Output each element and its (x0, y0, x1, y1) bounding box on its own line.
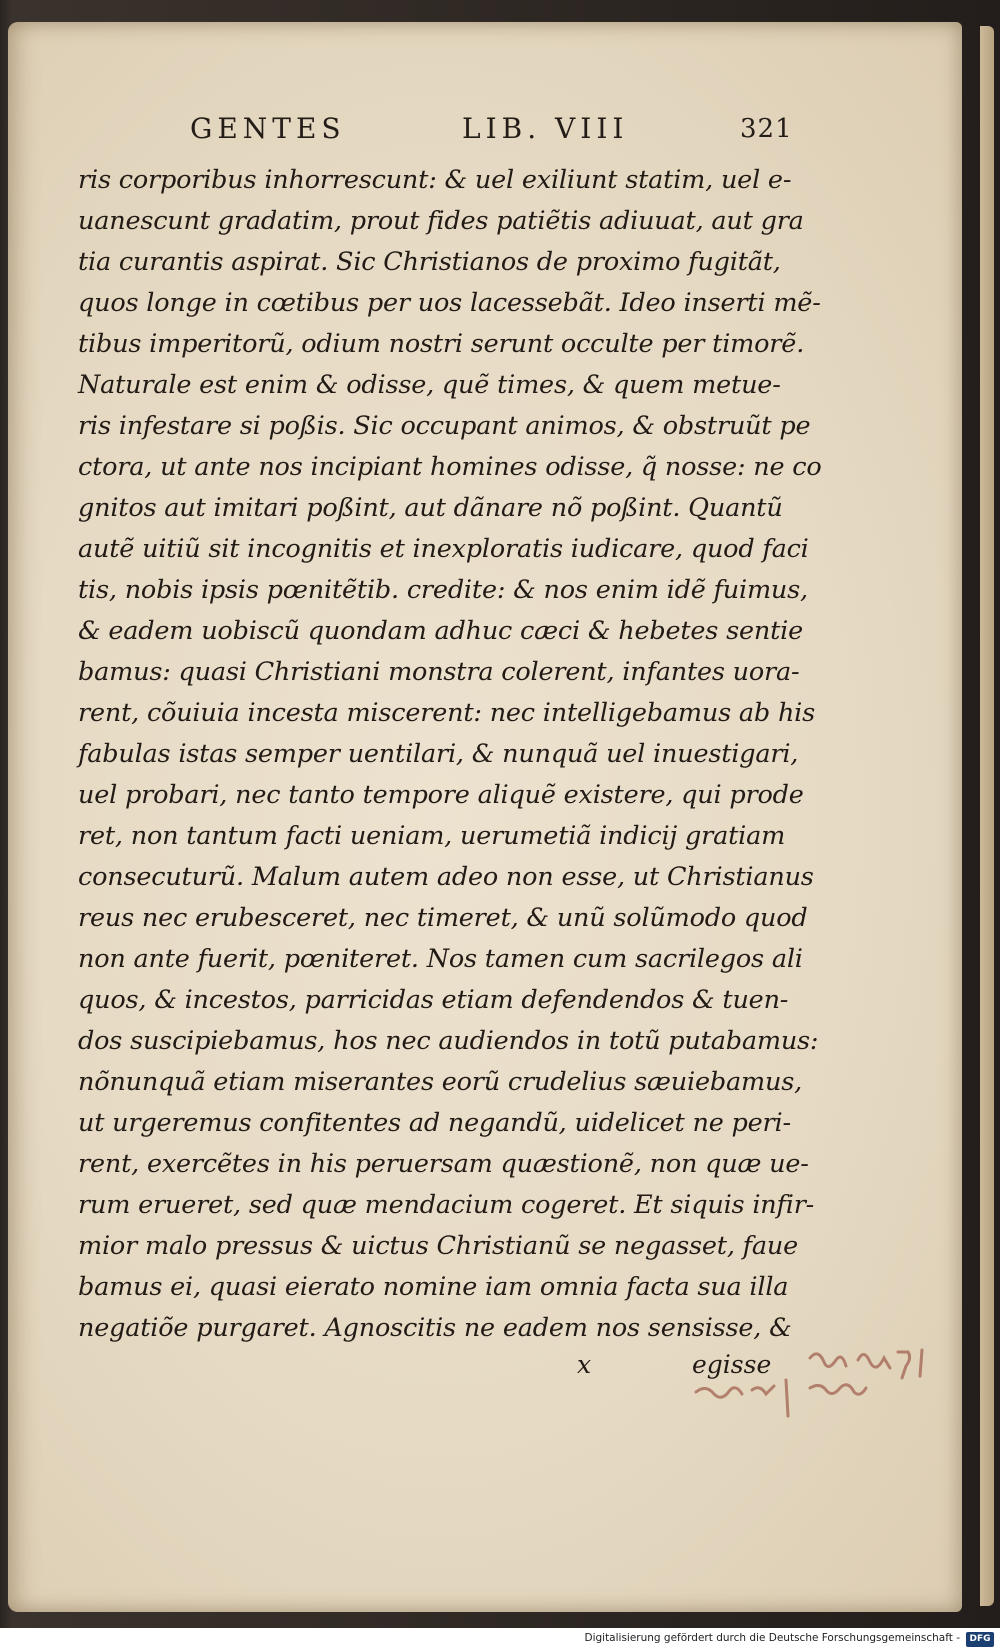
running-head (190, 112, 793, 156)
manuscript-annotation (690, 1340, 950, 1430)
text-line: tis, nobis ipsis pœnitẽtib. credite: & nos enim idẽ fuimus, (78, 575, 808, 605)
body-text (78, 160, 822, 1349)
signature-mark: x (577, 1350, 592, 1379)
text-line: non ante fuerit, pœniteret. Nos tamen cum sacrilegos ali (78, 944, 803, 974)
text-line: nõnunquã etiam miserantes eorũ crudelius sæuiebamus, (78, 1067, 802, 1097)
text-line: ctora, ut ante nos incipiant homines odisse, q̃ nosse: ne co (78, 452, 822, 482)
text-line: & eadem uobiscũ quondam adhuc cæci & hebetes sentie (78, 616, 803, 646)
running-head-book: LIB. VIII (462, 112, 629, 145)
text-line: negatiõe purgaret. Agnoscitis ne eadem nos sensisse, & (78, 1313, 792, 1343)
footer-bar (0, 1628, 1000, 1652)
text-line: uel probari, nec tanto tempore aliquẽ existere, qui prode (78, 780, 804, 810)
text-line: tia curantis aspirat. Sic Christianos de proximo fugitãt, (78, 247, 781, 277)
text-line: reus nec erubesceret, nec timeret, & unũ solũmodo quod (78, 903, 808, 933)
text-line: ris corporibus inhorrescunt: & uel exiliunt statim, uel e- (78, 165, 792, 195)
text-line: quos, & incestos, parricidas etiam defendendos & tuen- (78, 985, 789, 1015)
text-line: bamus ei, quasi eierato nomine iam omnia facta sua illa (78, 1272, 789, 1302)
text-line: Naturale est enim & odisse, quẽ times, & quem metue- (78, 370, 781, 400)
funding-notice: Digitalisierung gefördert durch die Deutsche Forschungsgemeinschaft - (584, 1632, 960, 1644)
text-line: rent, cõuiuia incesta miscerent: nec intelligebamus ab his (78, 698, 816, 728)
text-line: mior malo pressus & uictus Christianũ se negasset, faue (78, 1231, 799, 1261)
text-line: bamus: quasi Christiani monstra colerent, infantes uora- (78, 657, 800, 687)
text-line: rum erueret, sed quæ mendacium cogeret. Et siquis infir- (78, 1190, 815, 1220)
text-line: quos longe in cœtibus per uos lacessebãt. Ideo inserti mẽ- (78, 288, 821, 318)
text-line: fabulas istas semper uentilari, & nunquã uel inuestigari, (78, 739, 799, 769)
text-line: ut urgeremus confitentes ad negandũ, uidelicet ne peri- (78, 1108, 791, 1138)
text-line: gnitos aut imitari poßint, aut dãnare nõ poßint. Quantũ (78, 493, 783, 523)
text-line: dos suscipiebamus, hos nec audiendos in totũ putabamus: (78, 1026, 819, 1056)
text-line: rent, exercẽtes in his peruersam quæstionẽ, non quæ ue- (78, 1149, 809, 1179)
text-line: autẽ uitiũ sit incognitis et inexploratis iudicare, quod faci (78, 534, 809, 564)
text-line: ret, non tantum facti ueniam, uerumetiã indicij gratiam (78, 821, 786, 851)
dfg-logo: DFG (966, 1632, 994, 1647)
running-head-title: GENTES (190, 112, 346, 145)
text-line: uanescunt gradatim, prout fides patiẽtis adiuuat, aut gra (78, 206, 804, 236)
text-line: consecuturũ. Malum autem adeo non esse, ut Christianus (78, 862, 814, 892)
text-line: tibus imperitorũ, odium nostri serunt occulte per timorẽ. (78, 329, 805, 359)
catchword: egisse (692, 1350, 772, 1379)
text-line: ris infestare si poßis. Sic occupant animos, & obstruũt pe (78, 411, 811, 441)
folio-number: 321 (740, 114, 793, 144)
